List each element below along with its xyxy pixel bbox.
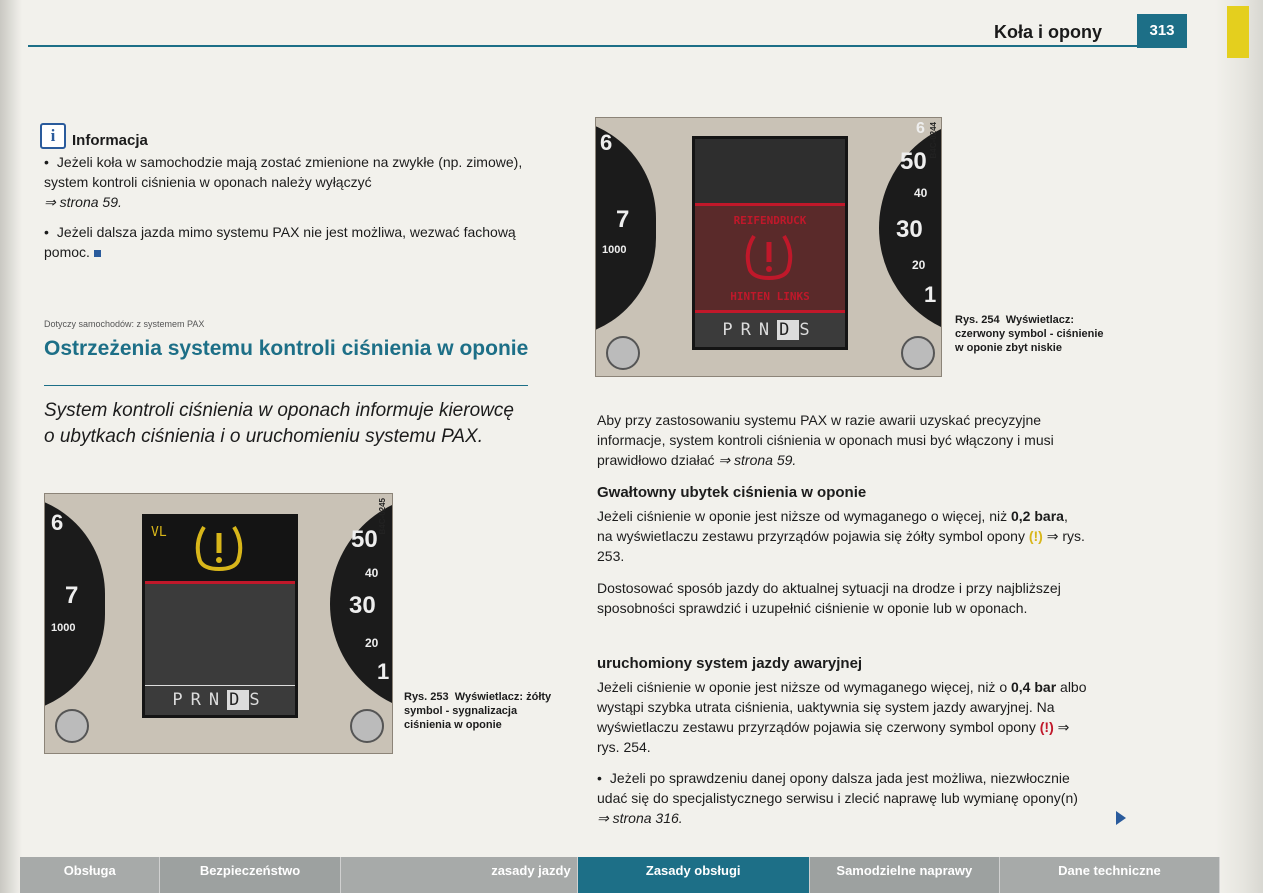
nav-dane-techniczne[interactable]: Dane techniczne <box>1000 857 1220 893</box>
speedo-label-50: 50 <box>900 148 927 175</box>
trip-knob-left <box>55 709 89 743</box>
figure-253 <box>44 493 393 754</box>
adjust-driving-paragraph: Dostosować sposób jazdy do aktualnej sytuacji na drodze i przy najbliższej sposobności sprawdzić i uzupełnić ciśnienie w oponie lub w oponach. <box>597 580 1061 616</box>
speedo-label-20: 20 <box>365 636 379 650</box>
speedo-label-60: 6 <box>916 120 925 137</box>
rapid-loss-paragraph <box>597 506 1087 566</box>
intro-text: Aby przy zastosowaniu systemu PAX w razie awarii uzyskać precyzyjne informacje, system kontroli ciśnienia w oponach musi być włączony i musi prawidłowo działać <box>597 412 1054 468</box>
gear-s: S <box>249 690 268 710</box>
tacho-label-7: 7 <box>65 582 79 609</box>
gear-r: R <box>740 320 759 340</box>
page-shadow <box>0 0 22 893</box>
tacho-label-6: 6 <box>600 130 613 155</box>
applicability-note: Dotyczy samochodów: z systemem PAX <box>44 319 205 329</box>
nav-zasady-jazdy[interactable]: zasady jazdy <box>341 857 578 893</box>
speedo-label-20: 20 <box>912 258 926 272</box>
heading-rapid-loss: Gwałtowny ubytek ciśnienia w oponie <box>597 484 867 501</box>
section-title: Ostrzeżenia systemu kontroli ciśnienia w oponie <box>44 337 529 360</box>
service-bullet <box>597 768 1092 828</box>
nav-zasady-obslugi[interactable]: Zasady obsługi <box>578 857 810 893</box>
trip-knob-right <box>901 336 935 370</box>
gear-s: S <box>799 320 818 340</box>
gear-p: P <box>172 690 191 710</box>
warning-text-top: REIFENDRUCK <box>733 214 807 227</box>
p3-text-b: albo wystąpi szybka utrata ciśnienia, uaktywnia się system jazdy awaryjnej. Na wyświetlaczu zestawu przyrządów pojawia się czerwony symbol opony <box>597 679 1087 735</box>
gear-p: P <box>722 320 741 340</box>
heading-emergency-system: uruchomiony system jazdy awaryjnej <box>597 655 863 672</box>
speedo-label-1: 1 <box>924 282 937 307</box>
tacho-label-1000: 1000 <box>602 244 627 256</box>
info-bullet-1-ref[interactable]: ⇒ strona 59. <box>44 194 122 210</box>
tacho-label-7: 7 <box>616 206 630 233</box>
info-bullet-1-text: Jeżeli koła w samochodzie mają zostać zmienione na zwykłe (np. zimowe), system kontroli ciśnienia w oponach należy wyłączyć <box>44 154 523 190</box>
display-top-area <box>695 139 845 203</box>
figure-254-text: Wyświetlacz: czerwony symbol - ciśnienie w oponie zbyt niskie <box>955 314 1104 354</box>
speedo-label-40: 40 <box>914 186 928 200</box>
next-page-arrow-icon <box>1116 811 1126 825</box>
figure-code: B4C-0244 <box>929 122 938 159</box>
display-red-line-bottom <box>695 310 845 313</box>
info-bullet-2 <box>44 222 534 262</box>
figure-253-number: Rys. 253 <box>404 691 449 703</box>
tire-pressure-warning-icon <box>190 523 248 575</box>
p4-text: Jeżeli po sprawdzeniu danej opony dalsza jada jest możliwa, niezwłocznie udać się do specjalistycznego serwisu i zlecić naprawę lub wymianę opony(n) <box>597 770 1078 806</box>
end-mark-icon <box>94 250 101 257</box>
gear-n: N <box>208 690 228 710</box>
nav-samodzielne-naprawy[interactable]: Samodzielne naprawy <box>810 857 1000 893</box>
gear-n: N <box>758 320 778 340</box>
instrument-display <box>692 136 848 350</box>
wheel-position-label: VL <box>151 525 167 540</box>
red-tire-symbol-icon: (!) <box>1039 719 1054 735</box>
speedo-label-50: 50 <box>351 526 378 553</box>
page-number: 313 <box>1137 14 1187 48</box>
nav-obsluga[interactable]: Obsługa <box>20 857 160 893</box>
book-spine <box>1215 0 1263 893</box>
tire-pressure-warning-icon <box>740 232 798 284</box>
gear-r: R <box>190 690 209 710</box>
tacho-label-6: 6 <box>51 510 64 535</box>
display-warning-area <box>695 206 845 310</box>
page-header-title: Koła i opony <box>994 22 1102 42</box>
chapter-nav <box>20 857 1220 893</box>
figure-254-caption <box>955 313 1115 355</box>
p3-ref[interactable]: ⇒ rys. 254. <box>597 719 1070 755</box>
header-rule <box>28 45 1138 47</box>
warning-text-bottom: HINTEN LINKS <box>730 290 810 303</box>
p1-text-b: , na wyświetlaczu zestawu przyrządów pojawia się żółty symbol opony <box>597 508 1068 544</box>
intro-ref[interactable]: ⇒ strona 59. <box>718 452 797 468</box>
p3-text-a: Jeżeli ciśnienie w oponie jest niższe od wymaganego więcej, niż o <box>597 679 1008 695</box>
yellow-tire-symbol-icon: (!) <box>1028 528 1043 544</box>
instrument-display <box>142 514 298 718</box>
figure-254 <box>595 117 942 377</box>
gear-d-selected: D <box>229 690 248 710</box>
display-red-line <box>145 581 295 584</box>
section-lead: System kontroli ciśnienia w oponach informuje kierowcę o ubytkach ciśnienia i o uruchomieniu systemu PAX. <box>44 400 514 447</box>
display-white-line <box>145 685 295 686</box>
p1-threshold: 0,2 bara <box>1011 508 1064 524</box>
trip-knob-right <box>350 709 384 743</box>
chapter-tab <box>1227 6 1249 58</box>
speedo-label-1: 1 <box>377 659 390 684</box>
section-rule <box>44 385 528 386</box>
speedo-label-40: 40 <box>365 566 379 580</box>
p4-ref[interactable]: ⇒ strona 316. <box>597 810 683 826</box>
gear-indicator <box>145 690 295 710</box>
info-bullet-2-text: Jeżeli dalsza jazda mimo systemu PAX nie jest możliwa, wezwać fachową pomoc. <box>44 224 516 260</box>
figure-code: B4C-0245 <box>378 498 387 535</box>
speedo-label-30: 30 <box>896 216 923 243</box>
figure-253-text: Wyświetlacz: żółty symbol - sygnalizacja ciśnienia w oponie <box>404 691 552 731</box>
intro-paragraph <box>597 410 1087 470</box>
speedo-label-30: 30 <box>349 592 376 619</box>
figure-254-number: Rys. 254 <box>955 314 1000 326</box>
gear-indicator <box>695 320 845 340</box>
emergency-paragraph <box>597 677 1087 757</box>
display-warning-area <box>145 517 295 581</box>
nav-bezpieczenstwo[interactable]: Bezpieczeństwo <box>160 857 340 893</box>
info-icon: i <box>40 123 66 149</box>
tacho-label-1000: 1000 <box>51 622 76 634</box>
p1-text-a: Jeżeli ciśnienie w oponie jest niższe od wymaganego o więcej, niż <box>597 508 1008 524</box>
p1-ref[interactable]: ⇒ rys. 253. <box>597 528 1085 564</box>
p3-threshold: 0,4 bar <box>1011 679 1057 695</box>
figure-253-caption <box>404 690 564 732</box>
trip-knob-left <box>606 336 640 370</box>
info-bullet-1 <box>44 152 534 212</box>
gear-d-selected: D <box>779 320 798 340</box>
info-title: Informacja <box>72 132 148 149</box>
